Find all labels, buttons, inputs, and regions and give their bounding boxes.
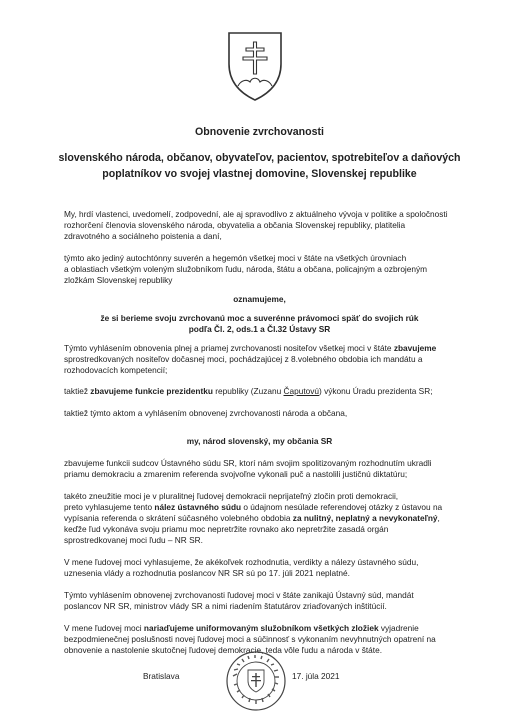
paragraph-10-text-c: vyjadrenie — [378, 623, 419, 633]
signature-place: Bratislava — [143, 671, 180, 681]
paragraph-3-line-3: rozhodovacích kompetencií; — [64, 365, 168, 375]
paragraph-3-line-1 — [64, 343, 436, 354]
paragraph-7-text-c: o údajnom nesúlade referendovej otázky z ústavou na — [241, 502, 443, 512]
official-seal-icon — [225, 650, 287, 712]
paragraph-3-line-2: sprostredkovaných nositeľov dočasnej moci, pochádzajúcej z 8.volebného obdobia ich mandátu a — [64, 354, 423, 364]
paragraph-10-emphasis: nariaďujeme uniformovaným služobníkom všetkých zložiek — [143, 623, 379, 633]
paragraph-7-text-f: , — [437, 513, 440, 523]
declaration-line-2: podľa Čl. 2, ods.1 a Čl.32 Ústavy SR — [188, 324, 331, 334]
paragraph-10-line-1 — [64, 623, 419, 634]
paragraph-6-line-1: zbavujeme funkcii sudcov Ústavného súdu SR, ktorí nám svojim spolitizovaným rozhodnutím ukradli — [64, 458, 432, 468]
paragraph-9-line-1: Týmto vyhlásením obnovenej zvrchovanosti ľudovej moci v štáte zanikajú Ústavný súd, mandát — [64, 590, 414, 600]
paragraph-1-line-1: My, hrdí vlastenci, uvedomelí, zodpovední, ale aj spravodlivo z aktuálneho vývoja v politike a spoločnosti — [64, 209, 448, 219]
paragraph-4-emphasis: zbavujeme funkcie prezidentku — [90, 386, 213, 396]
paragraph-7-emphasis-2: za nulitný, neplatný a nevykonateľný — [292, 513, 438, 523]
paragraph-9-line-2: poslancov NR SR, ministrov vlády SR a nimi riadením štatutárov zriaďovaných inštitúcií. — [64, 601, 387, 611]
paragraph-7-line-2 — [64, 502, 442, 513]
paragraph-7-line-5: sprostredkovanej moci ľudu – NR SR. — [64, 535, 203, 545]
nation-heading: my, národ slovenský, my občania SR — [186, 436, 333, 446]
paragraph-7-text-d: vypísania referenda o skrátení súčasného volebného obdobia — [64, 513, 293, 523]
paragraph-10-line-3: obnovenie a nastolenie skutočnej ľudovej demokracie, teda vôle ľudu a národa v štáte. — [64, 645, 383, 655]
paragraph-7-line-3 — [64, 513, 440, 524]
paragraph-7-line-1: takéto zneužitie moci je v pluralitnej ľudovej demokracii neprijateľný zločin proti demokracii, — [64, 491, 399, 501]
paragraph-4-name: Čaputovú — [283, 386, 320, 396]
document-title: Obnovenie zvrchovanosti — [195, 126, 324, 138]
paragraph-7-line-4: keďže ľud vykonáva svoju priamu moc nepretržite rovnako ako nepretržite zasadá orgán — [64, 524, 389, 534]
document-subtitle-line-2: poplatníkov vo svojej vlastnej domovine, Slovenskej republike — [102, 168, 417, 180]
coat-of-arms-icon — [226, 30, 284, 102]
paragraph-8-line-2: uznesenia vlády a rozhodnutia poslancov NR SR sú po 17. júli 2021 neplatné. — [64, 568, 350, 578]
paragraph-3-text: Týmto vyhlásením obnovenia plnej a priamej zvrchovanosti nositeľov všetkej moci v štáte — [64, 343, 394, 353]
paragraph-1-line-2: rozhorčení členovia slovenského národa, obyvatelia a občania Slovenskej republiky, platitelia — [64, 220, 406, 230]
paragraph-1-line-3: zdravotného a sociálneho poistenia a daní, — [64, 231, 222, 241]
signature-date: 17. júla 2021 — [292, 671, 340, 681]
paragraph-8-line-1: V mene ľudovej moci vyhlasujeme, že akékoľvek rozhodnutia, verdikty a nálezy ústavného súdu, — [64, 557, 419, 567]
document-subtitle-line-1: slovenského národa, občanov, obyvateľov, pacientov, spotrebiteľov a daňových — [58, 152, 461, 164]
paragraph-4-text-c: republiky (Zuzanu — [212, 386, 284, 396]
paragraph-4-text-a: taktiež — [64, 386, 91, 396]
paragraph-10-text-a: V mene ľudovej moci — [64, 623, 144, 633]
paragraph-4 — [64, 386, 433, 397]
paragraph-7-text-a: preto vyhlasujeme tento — [64, 502, 155, 512]
paragraph-7-emphasis-1: nález ústavného súdu — [154, 502, 242, 512]
paragraph-10-line-2: bezpodmienečnej poslušnosti novej ľudovej moci a súčinnosť s vykonaním nevyhnutných opatrení na — [64, 634, 436, 644]
paragraph-5: taktiež týmto aktom a vyhlásením obnovenej zvrchovanosti národa a občana, — [64, 408, 348, 418]
paragraph-3-emphasis: zbavujeme — [393, 343, 437, 353]
paragraph-2-line-1: týmto ako jediný autochtónny suverén a hegemón všetkej moci v štáte na všetkých úrovniach — [64, 253, 407, 263]
paragraph-2-line-2: a oblastiach všetkým voleným služobníkom ľudu, národa, štátu a občana, policajným a ozbrojeným — [64, 264, 428, 274]
declaration-line-1: že si berieme svoju zvrchovanú moc a suverénne právomoci späť do svojich rúk — [100, 313, 419, 323]
announcement-heading: oznamujeme, — [233, 294, 286, 304]
paragraph-6-line-2: priamu demokraciu a zmarenim referenda svojvoľne vykonali puč a nastolili justičnú diktatúru; — [64, 469, 408, 479]
paragraph-2-line-3: zložkám Slovenskej republiky — [64, 275, 173, 285]
paragraph-4-text-e: ) výkonu Úradu prezidenta SR; — [319, 386, 433, 396]
